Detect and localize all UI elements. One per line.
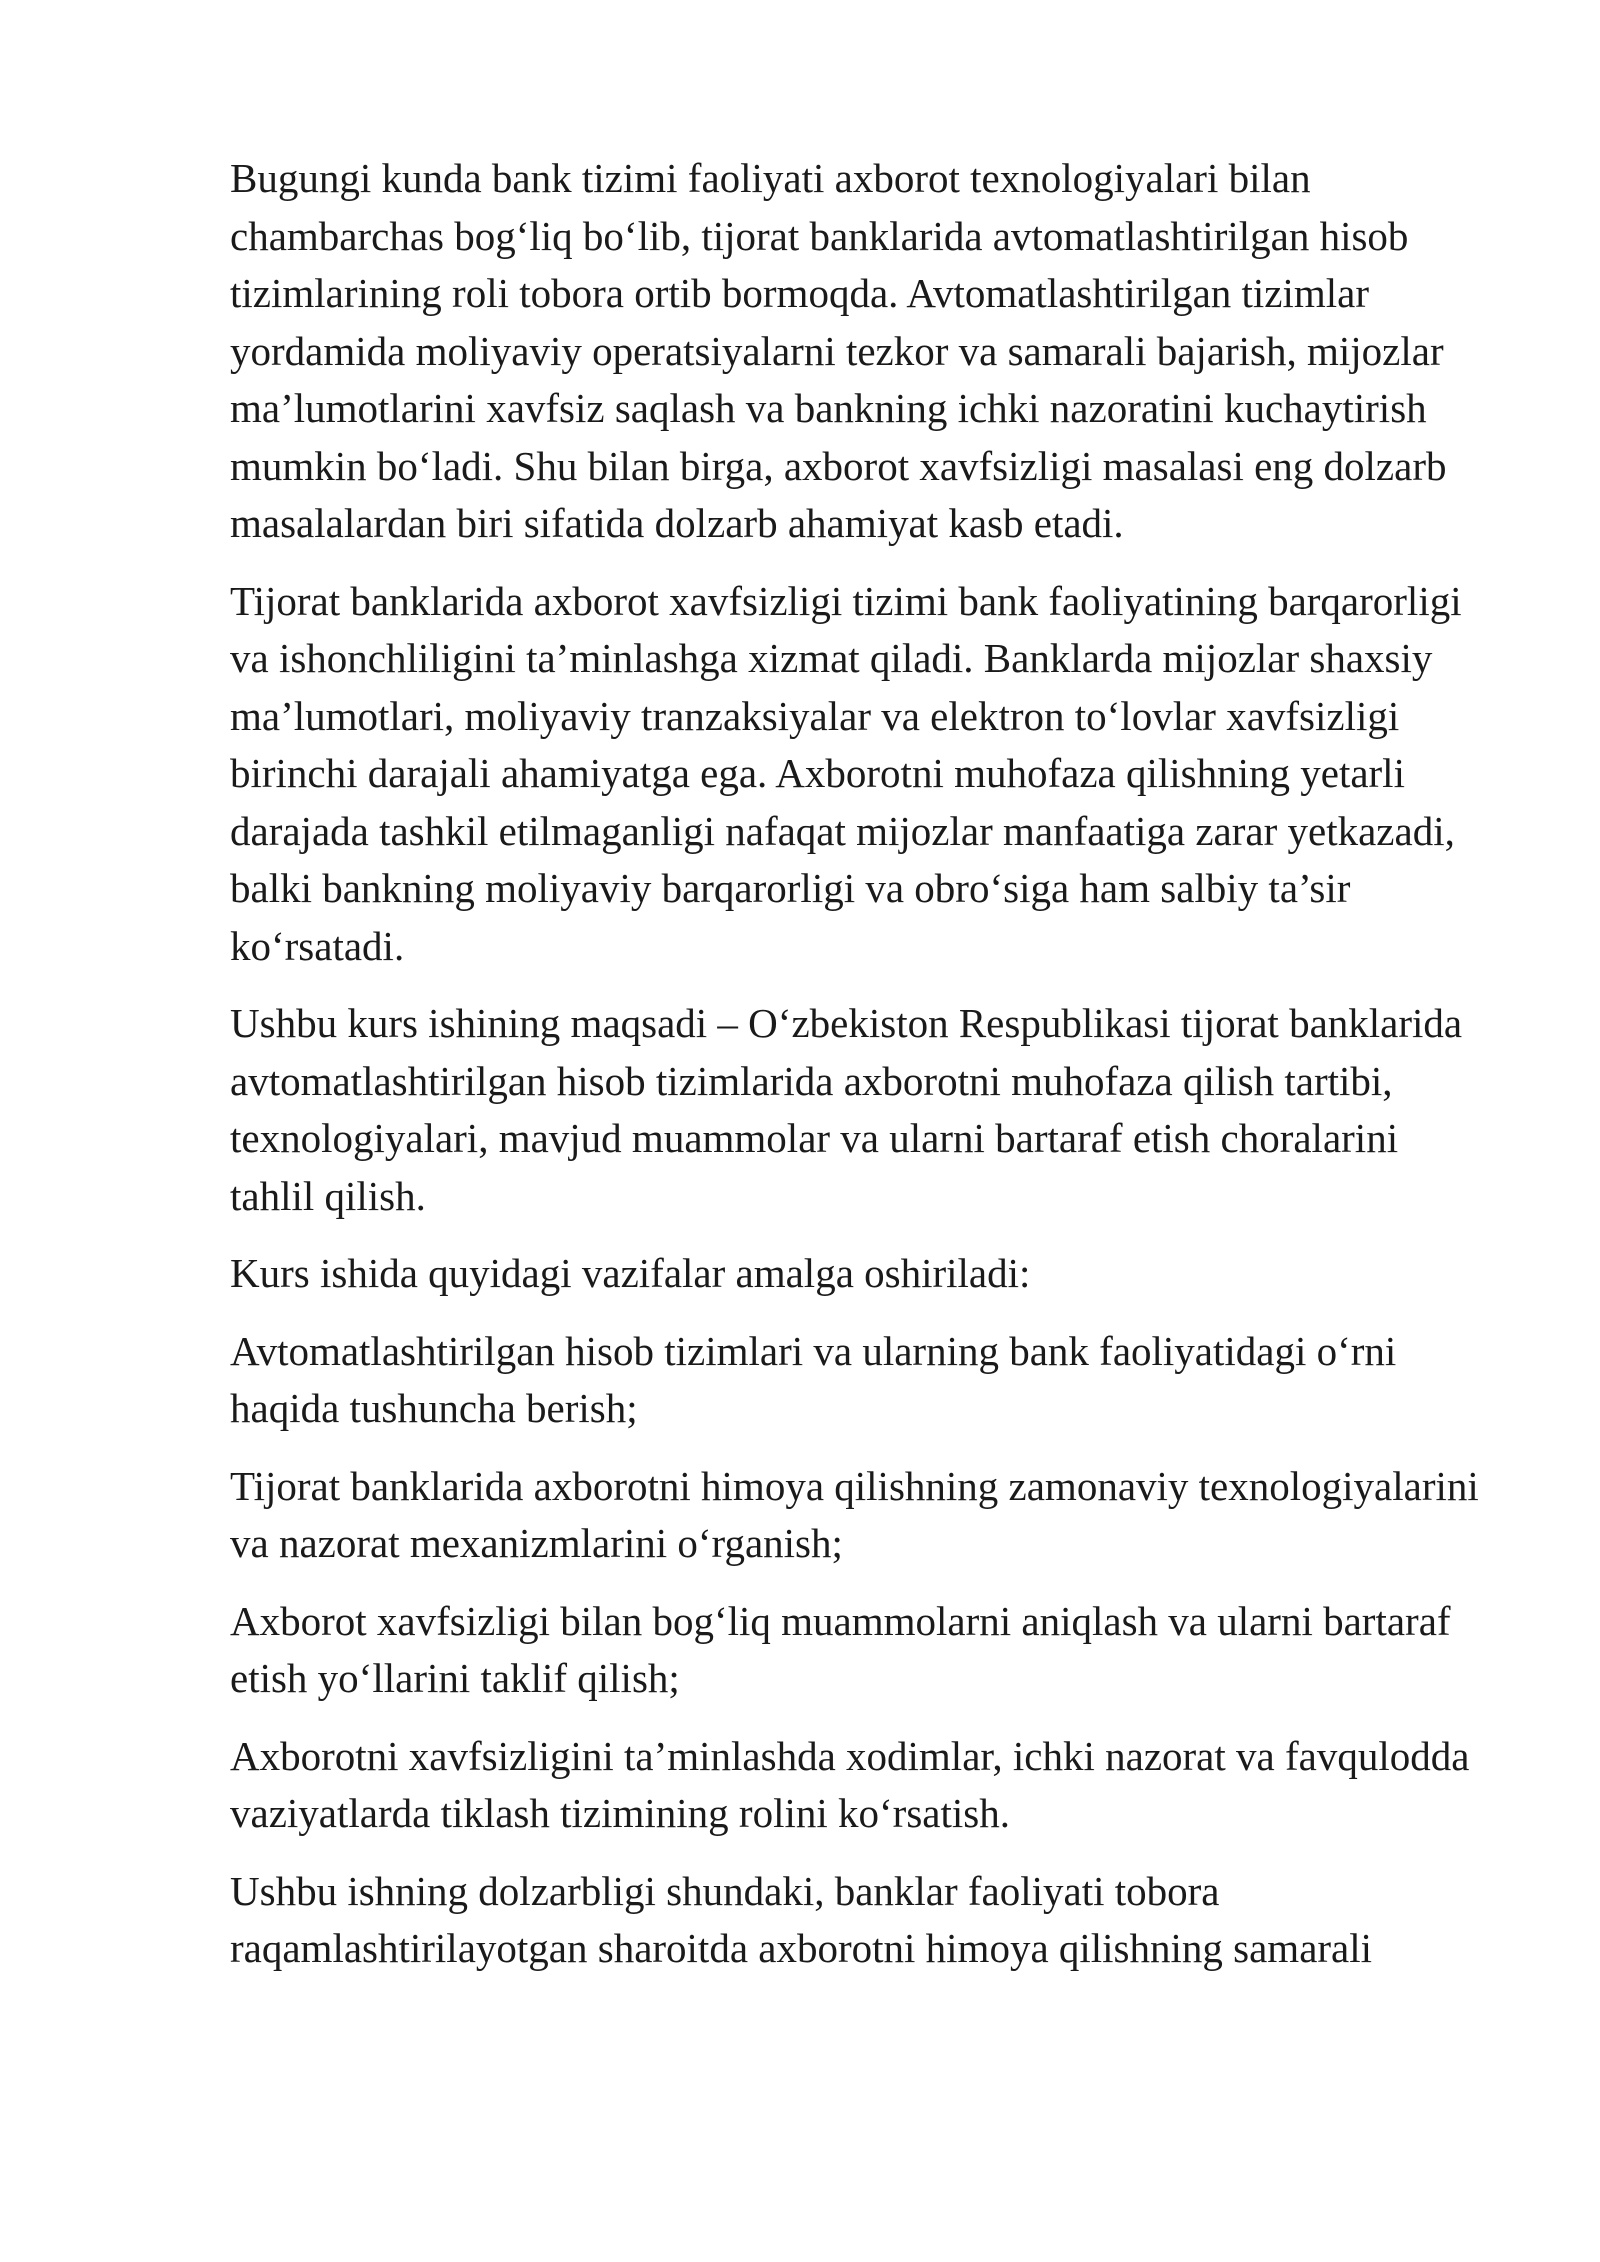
paragraph-intro: Bugungi kunda bank tizimi faoliyati axborot texnologiyalari bilan chambarchas bog‘liq bo‘lib, tijorat banklarida avtomatlashtirilgan hisob tizimlarining roli tobora ortib bormoqda. Avtomatlashtirilgan tizimlar yordamida moliyaviy operatsiyalarni tezkor va samarali bajarish, mijozlar ma’lumotlarini xavfsiz saqlash va bankning ichki nazoratini kuchaytirish mumkin bo‘ladi. Shu bilan birga, axborot xavfsizligi masalasi eng dolzarb masalalardan biri sifatida dolzarb ahamiyat kasb etadi.	[230, 155, 1447, 546]
paragraph-tasks-heading: Kurs ishida quyidagi vazifalar amalga oshiriladi:	[230, 1250, 1031, 1296]
paragraph-task-1: Avtomatlashtirilgan hisob tizimlari va ularning bank faoliyatidagi o‘rni haqida tushuncha berish;	[230, 1327, 1397, 1431]
paragraph-goal: Ushbu kurs ishining maqsadi – O‘zbekiston Respublikasi tijorat banklarida avtomatlashtirilgan hisob tizimlarida axborotni muhofaza qilish tartibi, texnologiyalari, mavjud muammolar va ularni bartaraf etish choralarini tahlil qilish.	[230, 1000, 1463, 1219]
paragraph-task-2: Tijorat banklarida axborotni himoya qilishning zamonaviy texnologiyalarini va nazorat mexanizmlarini o‘rganish;	[230, 1462, 1479, 1566]
paragraph-relevance: Ushbu ishning dolzarbligi shundaki, banklar faoliyati tobora raqamlashtirilayotgan sharoitda axborotni himoya qilishning samarali	[230, 1867, 1373, 1971]
paragraph-task-3: Axborot xavfsizligi bilan bog‘liq muammolarni aniqlash va ularni bartaraf etish yo‘llarini taklif qilish;	[230, 1597, 1451, 1701]
document-body	[230, 150, 1480, 1998]
paragraph-task-4: Axborotni xavfsizligini ta’minlashda xodimlar, ichki nazorat va favqulodda vaziyatlarda tiklash tizimining rolini ko‘rsatish.	[230, 1732, 1470, 1836]
paragraph-security-importance: Tijorat banklarida axborot xavfsizligi tizimi bank faoliyatining barqarorligi va ishonchliligini ta’minlashga xizmat qiladi. Banklarda mijozlar shaxsiy ma’lumotlari, moliyaviy tranzaksiyalar va elektron to‘lovlar xavfsizligi birinchi darajali ahamiyatga ega. Axborotni muhofaza qilishning yetarli darajada tashkil etilmaganligi nafaqat mijozlar manfaatiga zarar yetkazadi, balki bankning moliyaviy barqarorligi va obro‘siga ham salbiy ta’sir ko‘rsatadi.	[230, 577, 1462, 969]
